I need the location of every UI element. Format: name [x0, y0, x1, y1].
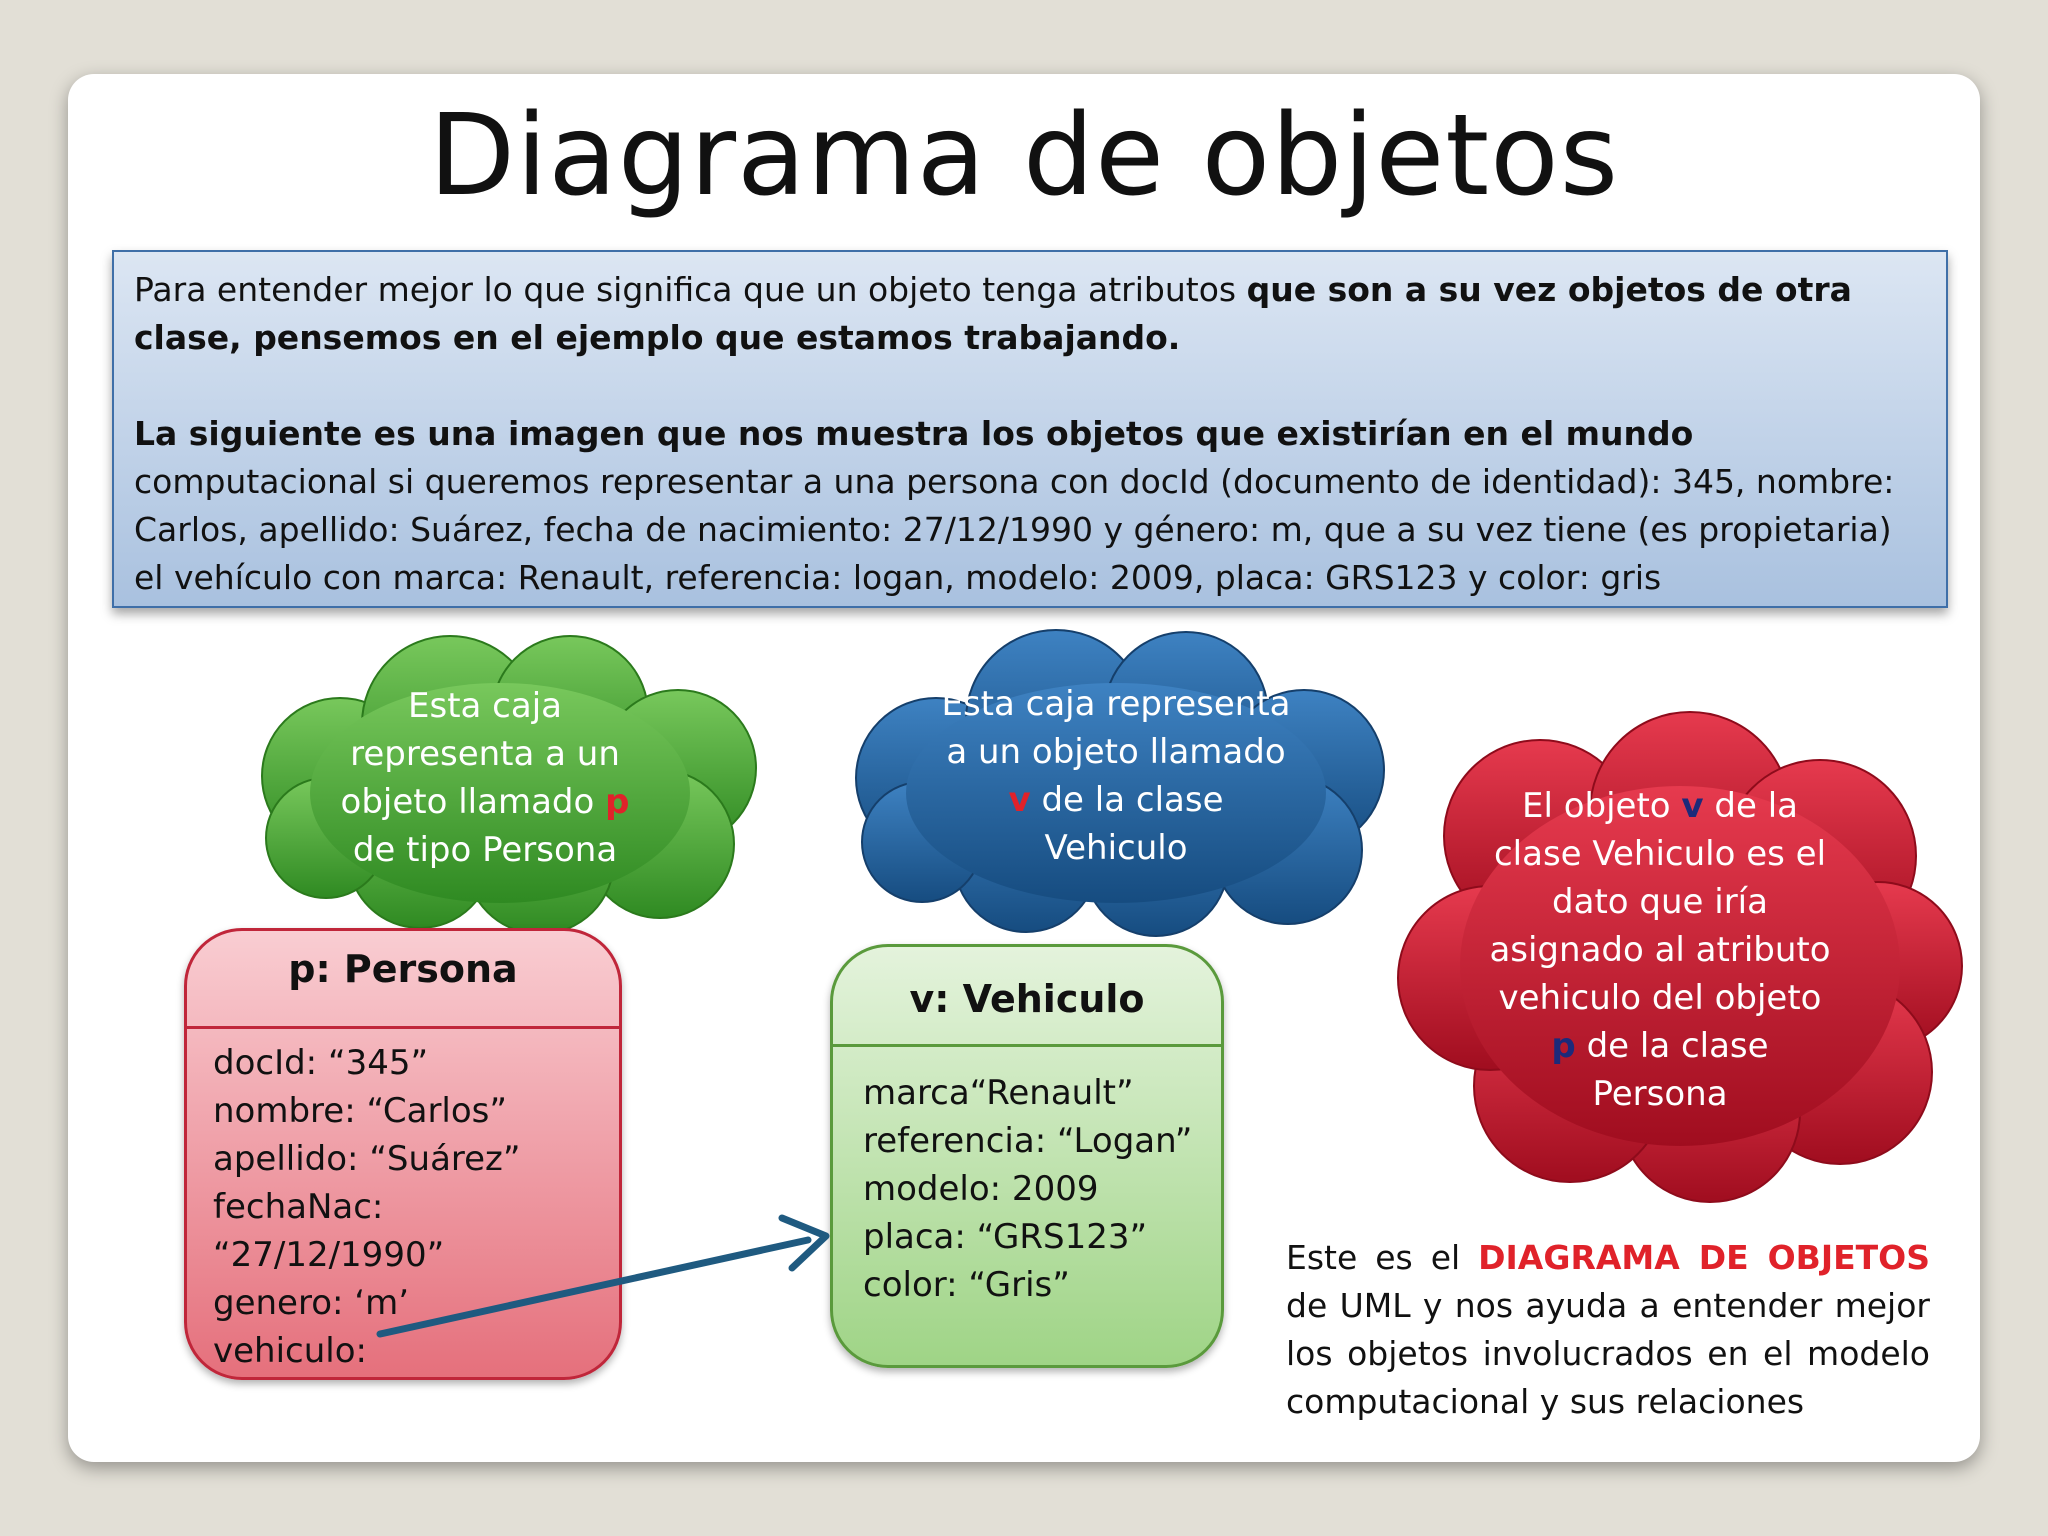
persona-attribute: fechaNac: [213, 1187, 384, 1227]
red-cloud-line: dato que iría [1552, 882, 1768, 922]
blue-cloud-line: Vehiculo [1044, 828, 1188, 868]
intro-p2-text: computacional si queremos representar a una persona con docId (documento de identidad): 345, nombre: Carlos, apellido: Suárez, fecha de nacimiento: 27/12/1990 y género: m, que a su vez tiene (es propietaria) el vehículo con marca: Renault, referencia: logan, modelo: 2009, placa: GRS123 y color: gris [134, 462, 1895, 597]
green-cloud-line: Esta caja [408, 686, 562, 726]
red-cloud-line: asignado al atributo [1489, 930, 1831, 970]
variable-v-label: v [1008, 780, 1031, 820]
red-cloud-line-text: El objeto [1521, 786, 1682, 826]
red-cloud-line-text: de la clase [1586, 1026, 1769, 1066]
page-title: Diagrama de objetos [428, 91, 1620, 221]
red-cloud-line: clase Vehiculo es el [1493, 834, 1827, 874]
red-cloud-line: vehiculo del objeto [1498, 978, 1822, 1018]
persona-attribute: “27/12/1990” [213, 1235, 445, 1275]
vehiculo-attribute: color: “Gris” [863, 1265, 1070, 1305]
red-cloud-line: Persona [1592, 1074, 1728, 1114]
persona-attribute: nombre: “Carlos” [213, 1091, 507, 1131]
persona-box-header: p: Persona [187, 931, 619, 1029]
intro-p1-text: Para entender mejor lo que significa que un objeto tenga atributos [134, 270, 1247, 309]
vehiculo-box-header: v: Vehiculo [833, 947, 1221, 1047]
blue-cloud-line: Esta caja representa [941, 684, 1291, 724]
note-highlight: DIAGRAMA DE OBJETOS [1478, 1238, 1930, 1277]
variable-p-label: p [605, 782, 630, 822]
variable-p-label: p [1551, 1026, 1576, 1066]
vehiculo-attribute: referencia: “Logan” [863, 1121, 1193, 1161]
blue-cloud-line: a un objeto llamado [946, 732, 1286, 772]
red-cloud-line-text: de la [1714, 786, 1798, 826]
variable-v-label: v [1681, 786, 1704, 826]
persona-attribute: apellido: “Suárez” [213, 1139, 521, 1179]
persona-attribute: docId: “345” [213, 1043, 429, 1083]
vehiculo-attribute: placa: “GRS123” [863, 1217, 1148, 1257]
explanatory-note [1286, 1234, 1930, 1426]
green-cloud-line-text: objeto llamado [340, 782, 606, 822]
intro-p2-bold: La siguiente es una imagen que nos muestra los objetos que existirían en el mundo [134, 414, 1694, 453]
note-text: Este es el [1286, 1238, 1479, 1277]
persona-attribute: vehiculo: [213, 1331, 367, 1371]
blue-cloud-line-text: de la clase [1030, 780, 1224, 820]
vehiculo-attribute: modelo: 2009 [863, 1169, 1099, 1209]
green-cloud-line: de tipo Persona [352, 830, 618, 870]
persona-attribute: genero: ‘m’ [213, 1283, 409, 1323]
vehiculo-attribute: marca“Renault” [863, 1073, 1134, 1113]
note-text: de UML y nos ayuda a entender mejor los objetos involucrados en el modelo computacional y sus relaciones [1286, 1286, 1930, 1421]
green-cloud-line: representa a un [350, 734, 620, 774]
intro-p1-bold: que son a su vez objetos de otra clase, pensemos en el ejemplo que estamos trabajando. [134, 270, 1852, 357]
